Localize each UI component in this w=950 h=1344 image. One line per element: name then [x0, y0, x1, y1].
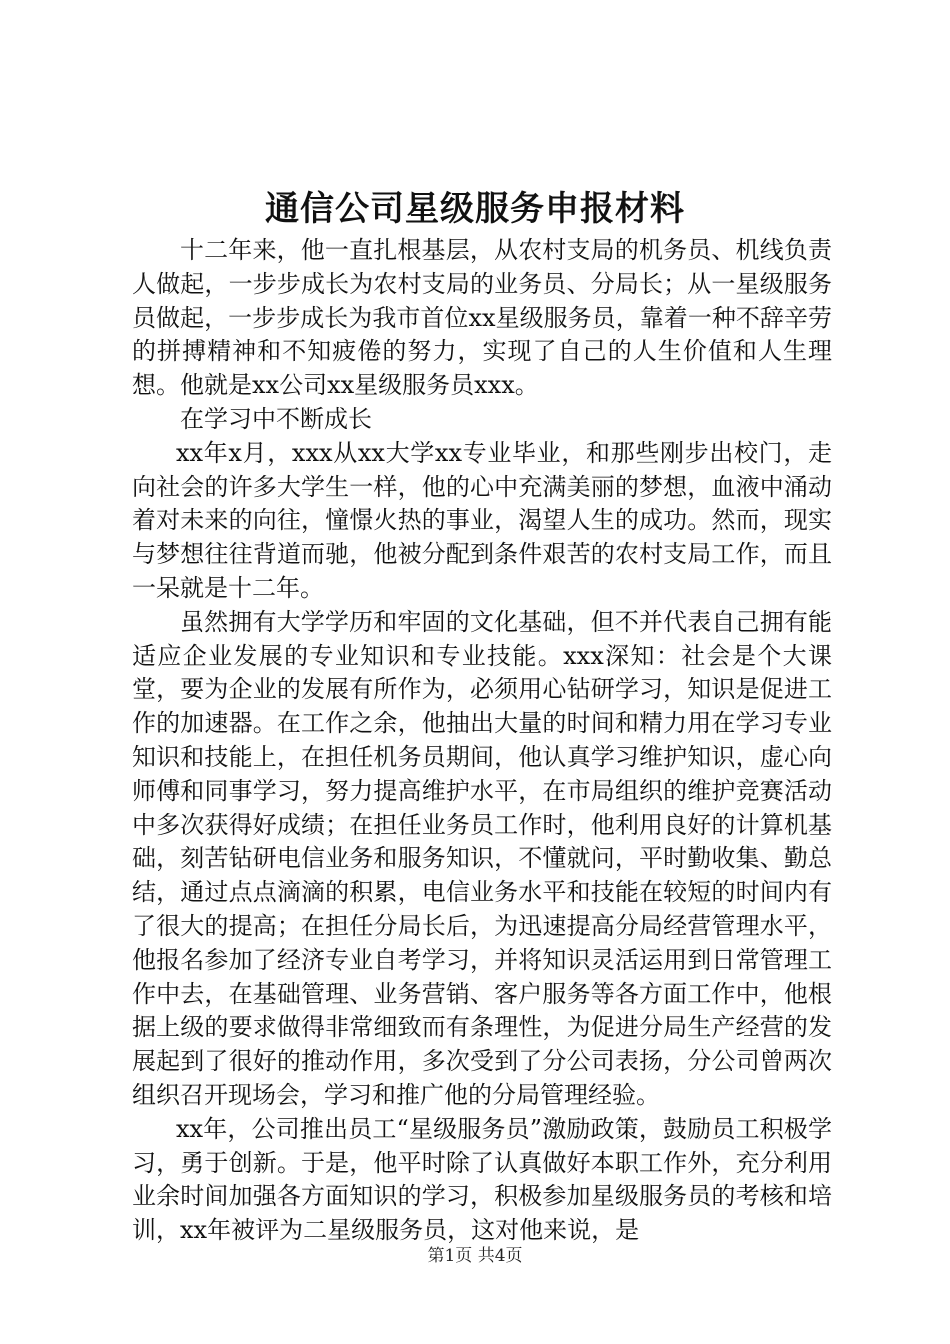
paragraph-graduation: xx年x月，xxx从xx大学xx专业毕业，和那些刚步出校门，走向社会的许多大学生一样，他的心中充满美丽的梦想，血液中涌动着对未来的向往，憧憬火热的事业，渴望人生的成功。然而，现实与梦想往往背道而驰，他被分配到条件艰苦的农村支局工作，而且一呆就是十二年。 [132, 438, 832, 602]
paragraph-intro: 十二年来，他一直扎根基层，从农村支局的机务员、机线负责人做起，一步步成长为农村支局的业务员、分局长；从一星级服务员做起，一步步成长为我市首位xx星级服务员，靠着一种不辞辛劳的拼搏精神和不知疲倦的努力，实现了自己的人生价值和人生理想。他就是xx公司xx星级服务员xxx。 [132, 236, 832, 400]
document-title: 通信公司星级服务申报材料 [265, 189, 685, 229]
document-body [132, 234, 832, 1248]
page-footer: 第1页 共4页 [427, 1246, 523, 1266]
paragraph-learning: 虽然拥有大学学历和牢固的文化基础，但不并代表自己拥有能适应企业发展的专业知识和专业技能。xxx深知：社会是个大课堂，要为企业的发展有所作为，必须用心钻研学习，知识是促进工作的加速器。在工作之余，他抽出大量的时间和精力用在学习专业知识和技能上，在担任机务员期间，他认真学习维护知识，虚心向师傅和同事学习，努力提高维护水平，在市局组织的维护竞赛活动中多次获得好成绩；在担任业务员工作时，他利用良好的计算机基础，刻苦钻研电信业务和服务知识，不懂就问，平时勤收集、勤总结，通过点点滴滴的积累，电信业务水平和技能在较短的时间内有了很大的提高；在担任分局长后，为迅速提高分局经营管理水平，他报名参加了经济专业自考学习，并将知识灵活运用到日常管理工作中去，在基础管理、业务营销、客户服务等各方面工作中，他根据上级的要求做得非常细致而有条理性，为促进分局生产经营的发展起到了很好的推动作用，多次受到了分公司表扬，分公司曾两次组织召开现场会，学习和推广他的分局管理经验。 [132, 607, 832, 1109]
paragraph-star-service: xx年，公司推出员工“星级服务员”激励政策，鼓励员工积极学习，勇于创新。于是，他平时除了认真做好本职工作外，充分利用业余时间加强各方面知识的学习，积极参加星级服务员的考核和培训，xx年被评为二星级服务员，这对他来说，是 [132, 1114, 832, 1245]
section-heading: 在学习中不断成长 [180, 404, 372, 433]
